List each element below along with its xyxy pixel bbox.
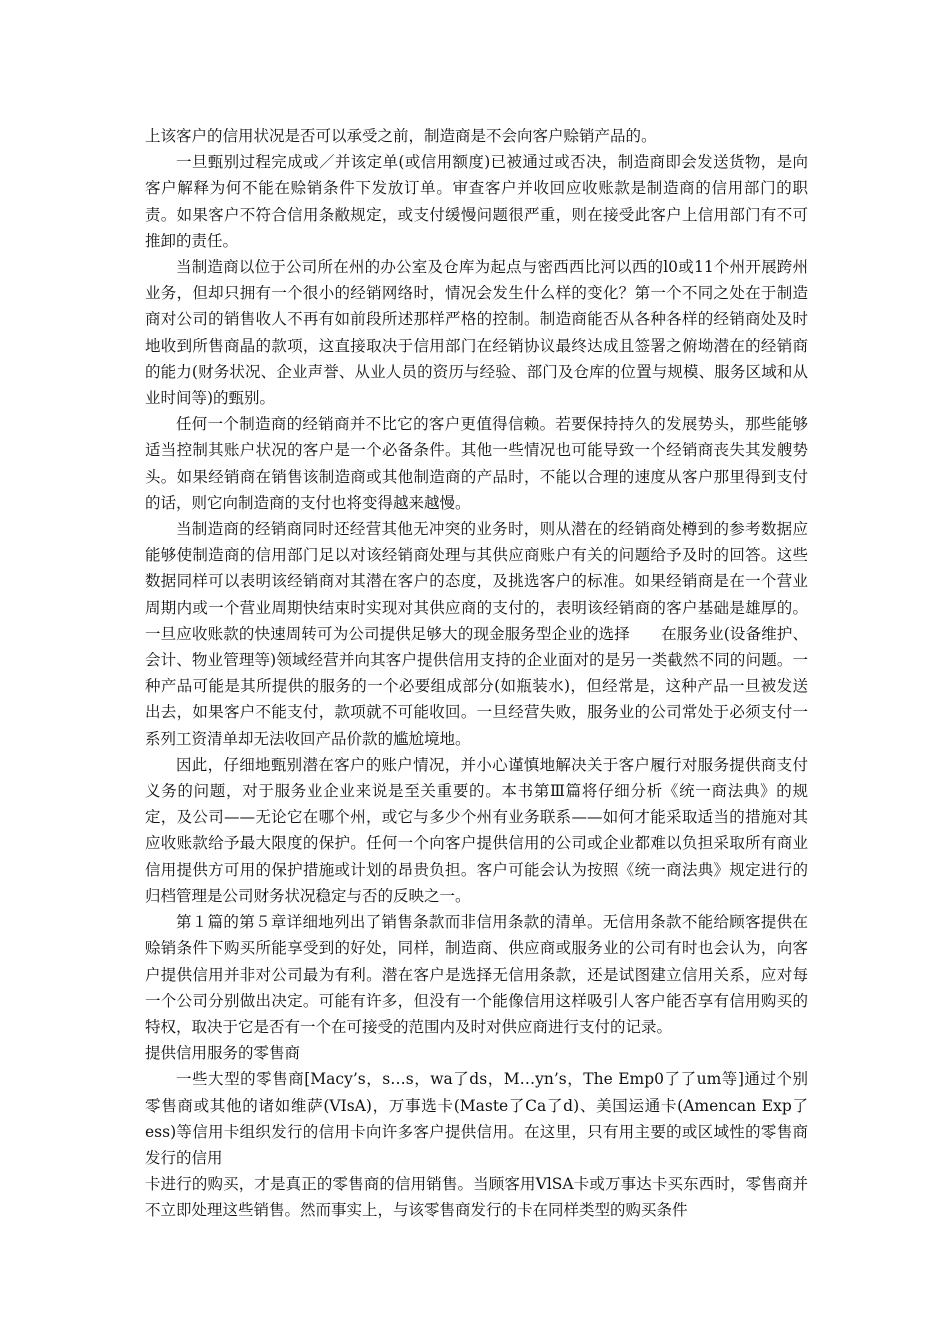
paragraph: 一些大型的零售商[Macy’s，s…s，wa了ds，M…yn’s，The Emp0了了um等]通过个别零售商或其他的诸如维萨(VIsA)，万事选卡(Maste了Ca了d)、美国运通卡(Amencan Exp了ess)等信用卡组织发行的信用卡向许多客户提供信用。在这里，只有用主要的或区域性的零售商发行的信用 — [145, 1070, 808, 1167]
paragraph: 一旦甄别过程完成或／并该定单(或信用额度)已被通过或否决，制造商即会发送货物，是向客户解释为何不能在赊销条件下发放订单。审查客户并收回应收账款是制造商的信用部门的职责。如果客户不符合信用条敝规定，或支付缓慢问题很严重，则在接受此客户上信用部门有不可推卸的责任。 — [145, 153, 808, 250]
document-body — [145, 123, 808, 1224]
paragraph: 第１篇的第５章详细地列出了销售条款而非信用条款的清单。无信用条款不能给顾客提供在赊销条件下购买所能享受到的好处，同样，制造商、供应商或服务业的公司有时也会认为，向客户提供信用并非对公司最为有利。潜在客户是选择无信用条款，还是试图建立信用关系，应对每一个公司分别做出决定。可能有许多，但没有一个能像信用这样吸引人客户能否享有信用购买的特权，取决于它是否有一个在可接受的范围内及时对供应商进行支付的记录。 — [145, 913, 808, 1036]
paragraph: 因此，仔细地甄别潜在客户的账户情况，并小心谨慎地解决关于客户履行对服务提供商支付义务的问题，对于服务业企业来说是至关重要的。本书第Ⅲ篇将仔细分析《统一商法典》的规定，及公司——无论它在哪个州，或它与多少个州有业务联系——如何才能采取适当的措施对其应收账款给予最大限度的保护。任何一个向客户提供信用的公司或企业都难以负担采取所有商业信用提供方可用的保护措施或计划的昂贵负担。客户可能会认为按照《统一商法典》规定进行的归档管理是公司财务状况稳定与否的反映之一。 — [145, 755, 808, 905]
paragraph: 卡进行的购买，才是真正的零售商的信用销售。当顾客用VlSA卡或万事达卡买东西时，零售商并不立即处理这些销售。然而事实上，与该零售商发行的卡在同样类型的购买条件 — [145, 1175, 808, 1220]
paragraph: 当制造商的经销商同时还经营其他无冲突的业务时，则从潜在的经销商处樽到的参考数据应能够使制造商的信用部门足以对该经销商处理与其供应商账户有关的问题给予及时的回答。这些数据同样可以表明该经销商对其潜在客户的态度，及挑选客户的标准。如果经销商是在一个营业周期内或一个营业周期快结束时实现对其供应商的支付的，表明该经销商的客户基础是雄厚的。一旦应收账款的快速周转可为公司提供足够大的现金服务型企业的选择 在服务业(设备维护、会计、物业管理等)领域经营并向其客户提供信用支持的企业面对的是另一类截然不同的问题。一种产品可能是其所提供的服务的一个必要组成部分(如瓶装水)，但经常是，这种产品一旦被发送出去，如果客户不能支付，款项就不可能收回。一旦经营失败，服务业的公司常处于必须支付一系列工资清单却无法收回产品价款的尴尬境地。 — [145, 520, 808, 748]
paragraph: 任何一个制造商的经销商并不比它的客户更值得信赖。若要保持持久的发展势头，那些能够适当控制其账户状况的客户是一个必备条件。其他一些情况也可能导致一个经销商丧失其发艘势头。如果经销商在销售该制造商或其他制造商的产品时，不能以合理的速度从客户那里得到支付的话，则它向制造商的支付也将变得越来越慢。 — [145, 415, 808, 512]
paragraph: 当制造商以位于公司所在州的办公室及仓库为起点与密西西比河以西的l0或11个州开展跨州业务，但却只拥有一个很小的经销网络时，情况会发生什么样的变化？第一个不同之处在于制造商对公司的销售收人不再有如前段所述那样严格的控制。制造商能否从各种各样的经销商处及时地收到所售商晶的款项，这直接取决于信用部门在经销协议最终达成且签署之俯坳潜在的经销商的能力(财务状况、企业声誉、从业人员的资历与经验、部门及仓库的位置与规模、服务区域和从业时间等)的甄别。 — [145, 258, 808, 408]
section-heading: 提供信用服务的零售商 — [145, 1044, 301, 1063]
paragraph: 上该客户的信用状况是否可以承受之前，制造商是不会向客户赊销产品的。 — [145, 127, 657, 145]
